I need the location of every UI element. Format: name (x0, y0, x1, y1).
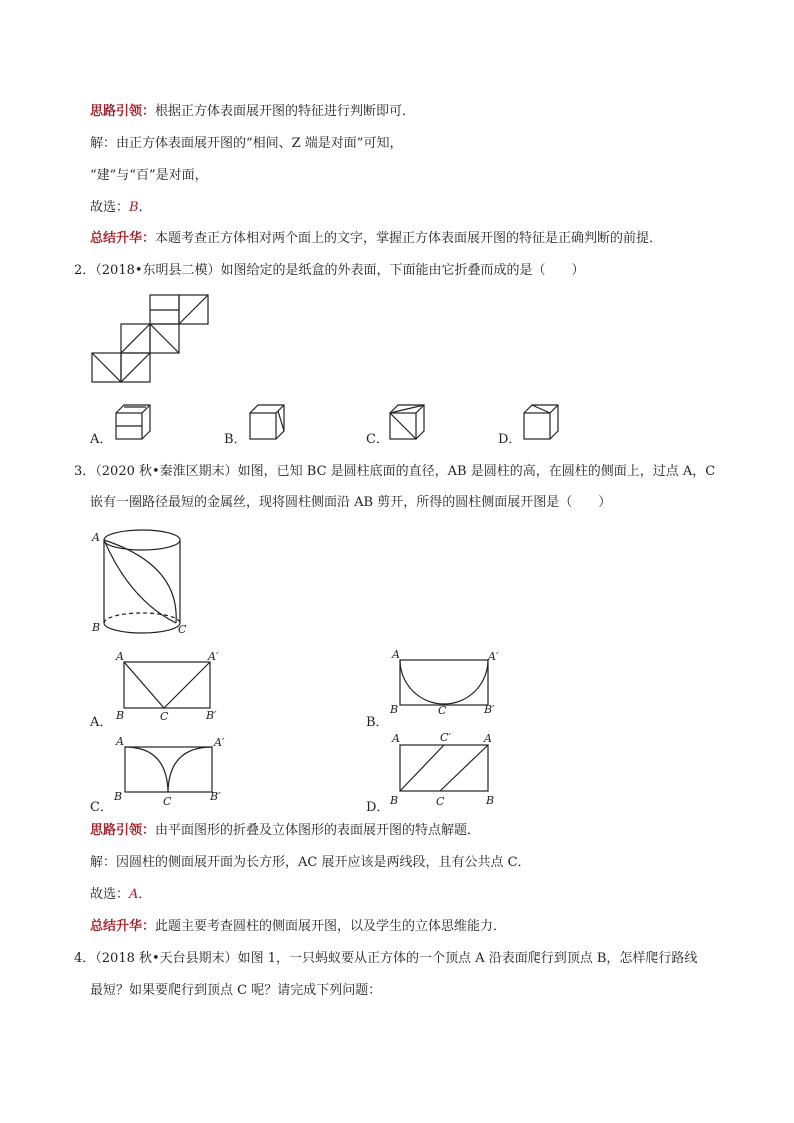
hint-line-3 (90, 822, 480, 840)
hint-label: 思路引领： (90, 823, 156, 838)
summary-label: 总结升华： (90, 919, 156, 934)
choose-line-3 (90, 886, 151, 904)
q3-option-d-figure (388, 730, 503, 810)
q3c-label-a: A (116, 735, 124, 748)
q3a-label-c: C (160, 710, 169, 723)
hint-text: 由平面图形的折叠及立体图形的表面展开图的特点解题． (155, 823, 481, 838)
q3a-label-b-prime: B′ (206, 709, 217, 722)
choose-answer: B (129, 200, 139, 215)
q3-option-b-figure (388, 648, 503, 723)
choose-suffix: ． (138, 200, 152, 215)
cylinder-label-b: B (92, 621, 101, 634)
question-4-line-2: 最短？如果要爬行到顶点 C 呢？请完成下列问题： (90, 983, 382, 998)
q2-option-b-cube (248, 403, 288, 441)
q3b-label-a-prime: A′ (488, 650, 499, 663)
hint-line-1 (90, 103, 415, 121)
cylinder-figure (90, 525, 200, 637)
summary-text: 本题考查正方体相对两个面上的文字，掌握正方体表面展开图的特征是正确判断的前提． (155, 231, 663, 246)
q2-option-a-cube (114, 403, 154, 441)
q3a-label-a-prime: A′ (208, 650, 219, 663)
q3-option-a-label: A． (90, 715, 113, 730)
choose-answer: A (129, 887, 139, 902)
box-net-figure (90, 294, 212, 384)
hint-label: 思路引领： (90, 104, 156, 119)
summary-line-1 (90, 230, 662, 248)
q3c-label-a-prime: A′ (214, 736, 225, 749)
solution-line-3: 解：因圆柱的侧面展开面为长方形，AC 展开应该是两线段，且有公共点 C． (90, 855, 531, 870)
question-2-text: 2．（2018•东明县二模）如图给定的是纸盒的外表面，下面能由它折叠而成的是（ ） (74, 263, 585, 278)
q2-option-b-label: B． (224, 432, 247, 447)
q3-option-a-figure (112, 648, 227, 723)
choose-prefix: 故选： (90, 887, 130, 902)
q3c-label-b: B (114, 790, 123, 803)
solution-line-2: “建”与“百”是对面， (90, 168, 208, 183)
q3b-label-b: B (390, 703, 399, 716)
q3-option-b-label: B． (366, 715, 389, 730)
q3d-label-b-right: B (486, 794, 495, 807)
solution-line-1: 解：由正方体表面展开图的“相间、Z 端是对面”可知， (90, 136, 403, 151)
q2-option-c-label: C． (366, 432, 389, 447)
question-4-line-1: 4．（2018 秋•天台县期末）如图 1，一只蚂蚁要从正方体的一个顶点 A 沿表面爬行到顶点 B，怎样爬行路线 (74, 951, 698, 966)
choose-line-1 (90, 199, 152, 217)
q3b-label-c: C (438, 704, 447, 717)
q3d-label-c-prime: C′ (440, 731, 451, 744)
hint-text: 根据正方体表面展开图的特征进行判断即可． (155, 104, 416, 119)
q2-option-d-cube (522, 403, 562, 441)
q2-option-a-label: A． (90, 432, 113, 447)
q3d-label-a-left: A (392, 732, 400, 745)
choose-prefix: 故选： (90, 200, 130, 215)
summary-label: 总结升华： (90, 231, 156, 246)
cylinder-label-a: A (92, 531, 100, 544)
choose-suffix: ． (138, 887, 152, 902)
q3d-label-b-left: B (390, 794, 399, 807)
q2-option-c-cube (388, 403, 428, 441)
q3a-label-a: A (116, 650, 124, 663)
q3-option-d-label: D． (366, 800, 390, 815)
q3d-label-a-right: A (484, 732, 492, 745)
q3b-label-a: A (392, 648, 400, 661)
question-3-line-1: 3．（2020 秋•秦淮区期末）如图，已知 BC 是圆柱底面的直径，AB 是圆柱的高，在圆柱的侧面上，过点 A，C (74, 464, 716, 479)
q3b-label-b-prime: B′ (484, 703, 495, 716)
q3a-label-b: B (116, 709, 125, 722)
q3-option-c-figure (112, 733, 227, 808)
cylinder-label-c: C (178, 623, 187, 636)
q2-option-d-label: D． (498, 432, 522, 447)
question-3-line-2: 嵌有一圈路径最短的金属丝，现将圆柱侧面沿 AB 剪开，所得的圆柱侧面展开图是（ ） (90, 495, 612, 510)
q3c-label-c: C (163, 795, 172, 808)
q3-option-c-label: C． (90, 800, 113, 815)
summary-text: 此题主要考查圆柱的侧面展开图，以及学生的立体思维能力． (155, 919, 507, 934)
summary-line-3 (90, 918, 506, 936)
q3d-label-c: C (436, 795, 445, 808)
q3c-label-b-prime: B′ (210, 790, 221, 803)
